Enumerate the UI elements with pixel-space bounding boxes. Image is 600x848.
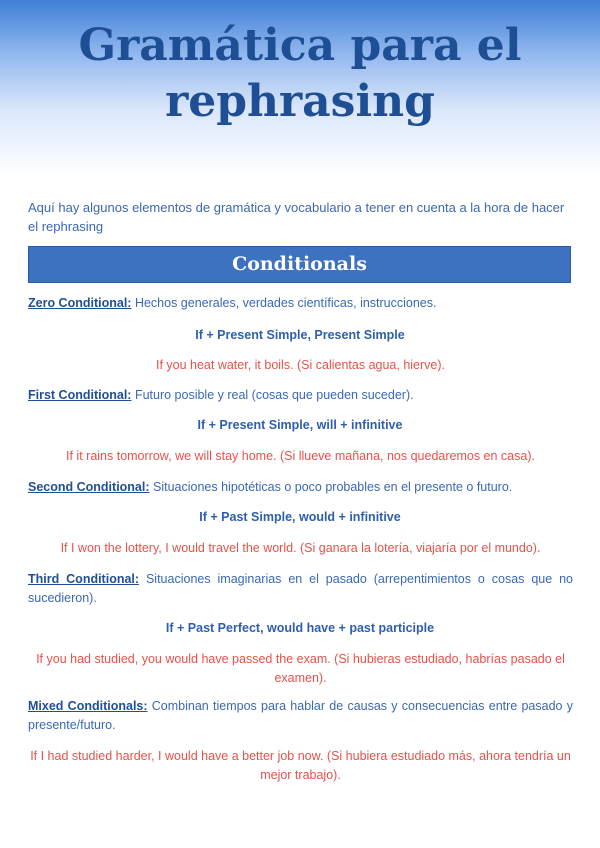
term-third-conditional: Third Conditional:: [28, 572, 140, 586]
definition-text: Situaciones imaginarias en el pasado (arrepentimientos o cosas que no sucedieron).: [28, 572, 573, 605]
term-first-conditional: First Conditional:: [28, 388, 132, 402]
definition-mixed-conditionals: [28, 697, 573, 735]
rule-third-conditional: If + Past Perfect, would have + past participle: [165, 621, 435, 635]
example-second-conditional: If I won the lottery, I would travel the world. (Si ganara la lotería, viajaría por el mundo).: [60, 541, 541, 555]
example-zero-conditional: If you heat water, it boils. (Si calientas agua, hierve).: [155, 358, 446, 372]
definition-first-conditional: [28, 386, 573, 405]
definition-zero-conditional: [28, 294, 573, 313]
rule-second-conditional: If + Past Simple, would + infinitive: [199, 510, 401, 524]
rule-first-conditional: If + Present Simple, will + infinitive: [197, 418, 403, 432]
page-title: Gramática para el rephrasing: [78, 20, 522, 127]
term-mixed-conditionals: Mixed Conditionals:: [28, 699, 148, 713]
definition-text: Futuro posible y real (cosas que pueden suceder).: [131, 388, 414, 402]
definition-text: Hechos generales, verdades científicas, instrucciones.: [131, 296, 437, 310]
example-third-conditional: If you had studied, you would have passed the exam. (Si hubieras estudiado, habrías pasado el examen).: [36, 652, 565, 685]
rule-zero-conditional: If + Present Simple, Present Simple: [195, 328, 405, 342]
definition-third-conditional: [28, 570, 573, 608]
section-title: Conditionals: [232, 253, 367, 275]
definition-second-conditional: [28, 478, 573, 497]
intro-text: Aquí hay algunos elementos de gramática y vocabulario a tener en cuenta a la hora de hacer el rephrasing: [28, 200, 565, 234]
definition-text: Situaciones hipotéticas o poco probables en el presente o futuro.: [149, 480, 513, 494]
example-mixed-conditionals: If I had studied harder, I would have a better job now. (Si hubiera estudiado más, ahora tendría un mejor trabajo).: [30, 749, 571, 782]
section-header-conditionals: [28, 246, 571, 283]
term-second-conditional: Second Conditional:: [28, 480, 150, 494]
example-first-conditional: If it rains tomorrow, we will stay home. (Si llueve mañana, nos quedaremos en casa).: [66, 449, 535, 463]
term-zero-conditional: Zero Conditional:: [28, 296, 132, 310]
definition-text: Combinan tiempos para hablar de causas y consecuencias entre pasado y presente/futuro.: [28, 699, 573, 732]
